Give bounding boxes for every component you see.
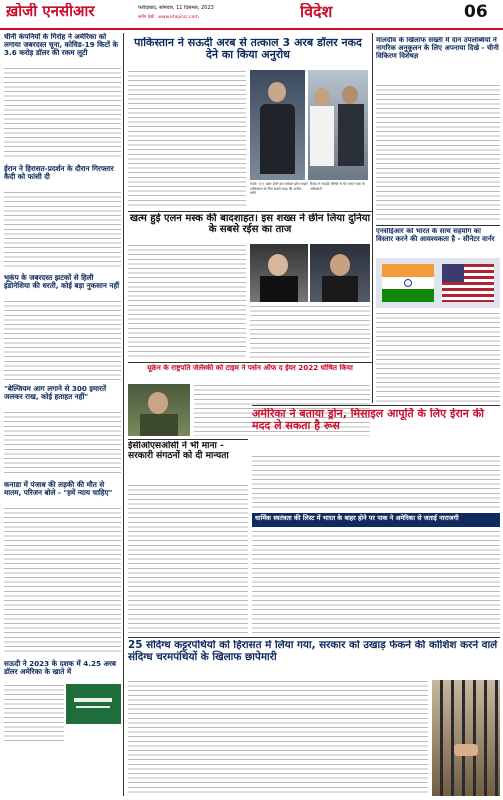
musk-top-rule [128, 211, 372, 212]
left-a1-headline: चीनी कंपनियों के गिरोह ने अमेरिका को लगाया जबरदस्त चूना, कोविड-19 किटों के 3.6 करोड़ डॉलर की रकम लूटी [4, 33, 119, 58]
right-a2-body [376, 312, 500, 402]
bottom-headline: 25 संदिग्ध कट्टरपंथियों को हिरासत में लिया गया, सरकार को उखाड़ फेंकने की कोशिश करने वाले संदिग्ध चरमपंथियों के खिलाफ छापेमारी [128, 640, 498, 663]
paper-name: ख़ोजी एनसीआर [6, 3, 95, 20]
iran-headline: अमेरिका ने बताया ड्रोन, मिसाइल आपूर्ति के लिए ईरान की मदद ले सकता है रूस [252, 408, 485, 433]
musk-body-right [250, 305, 370, 358]
left-a2-body [4, 191, 121, 269]
left-a2-headline: ईरान ने हिरासत-प्रदर्शन के दौरान गिरफ्तार कैदी को फांसी दी [4, 164, 114, 182]
right-a2-headline: एनसीईआर को भारत के साथ सहयोग का विस्तार करने की आवश्यकता है - सीनेटर वार्नर [376, 228, 495, 243]
section-title: विदेश [300, 3, 333, 21]
time-headline: यूक्रेन के राष्ट्रपति जेलेंस्की को टाइम ने पर्सन ऑफ द ईयर 2022 घोषित किया [147, 364, 353, 372]
left-a5-body [4, 507, 121, 655]
flags-photo [376, 258, 500, 308]
religion-headline: धार्मिक स्वतंत्रता की लिस्ट में भारत के बाहर होने पर पाक ने अमेरिका से जताई नाराजगी [252, 513, 500, 527]
left-a6-block [4, 684, 121, 744]
left-a1-body [4, 67, 121, 160]
jail-bars-photo [432, 680, 500, 796]
lead-caption-right: रियाद में सऊदी मंत्रियों से भेंट करते पाक के अधिकारी [310, 182, 365, 191]
lead-caption-left: फोटो: ए.ए. खान दोनों देश ग्लोबल हॉल चाहते पाकिस्तान के लिए सबसे मदद की अपील करेंगे [250, 182, 308, 196]
ecosoc-top-rule [128, 439, 248, 440]
religion-body [252, 530, 500, 634]
issue-line: फरीदाबाद, सोमवार, 11 दिसम्बर, 2023 [138, 5, 214, 11]
lead-photo-right [308, 70, 368, 180]
zelensky-photo [128, 384, 190, 436]
page-number: 06 [464, 3, 488, 22]
right-a1-headline: मालदीव के खिलाफ सख्ती में दान उपलब्धियों ने नागरिक अनुकूलन के लिए अपनाया दिखे - चीनी विकिरण विशेषज्ञ [376, 37, 499, 60]
bottom-top-rule [128, 637, 500, 638]
iran-body [252, 455, 500, 510]
india-flag-icon [382, 264, 434, 302]
time-top-rule [128, 362, 372, 363]
musk-body [128, 244, 246, 358]
bottom-body [128, 680, 428, 796]
ecosoc-body [128, 484, 248, 634]
left-a3-body [4, 300, 121, 380]
masthead-rule [0, 28, 503, 30]
ecosoc-headline: ईसीओएसओसी ने भी माना - सरकारी संगठनों को दी मान्यता [128, 441, 229, 462]
left-a6-body [4, 684, 64, 744]
iran-top-rule [252, 405, 500, 406]
right-a1-rule [376, 225, 500, 226]
us-flag-icon [442, 264, 494, 302]
left-divider [123, 33, 124, 796]
url-line: ब्लॉग देखें : www.khojincr.com [138, 15, 199, 20]
lead-photo-left [250, 70, 305, 180]
saudi-flag-photo [66, 684, 121, 724]
right-a1-body [376, 84, 500, 222]
left-column [4, 33, 121, 796]
left-a4-headline: "बेल्जियम आग लगाने से 300 इमारतें जलकर राख, कोई हताहत नहीं" [4, 384, 107, 402]
musk-photo-left [250, 244, 308, 302]
lead-headline: पाकिस्तान ने सऊदी अरब से तत्काल 3 अरब डॉलर नकद देने का किया अनुरोध [134, 37, 362, 62]
lead-body [128, 70, 246, 208]
left-a5-headline: कनाडा में पंजाब की लड़की की मौत से मातम, परिजन बोले - "हमें न्याय चाहिए" [4, 480, 113, 498]
musk-headline: खत्म हुई एलन मस्क की बादशाहत। इस शख्स ने छीन लिया दुनिया के सबसे रईस का ताज [129, 213, 371, 236]
left-a3-headline: भूकंप के जबरदस्त झटकों से हिली इंडोनेशिया की धरती, कोई बड़ा नुकसान नहीं [4, 273, 120, 291]
left-a6-headline: सऊदी ने 2023 के दशक में 4.25 अरब डॉलर अमेरिका के खाते में [4, 659, 117, 677]
musk-photo-right [310, 244, 370, 302]
center-right-divider [372, 33, 373, 403]
left-a4-body [4, 411, 121, 476]
